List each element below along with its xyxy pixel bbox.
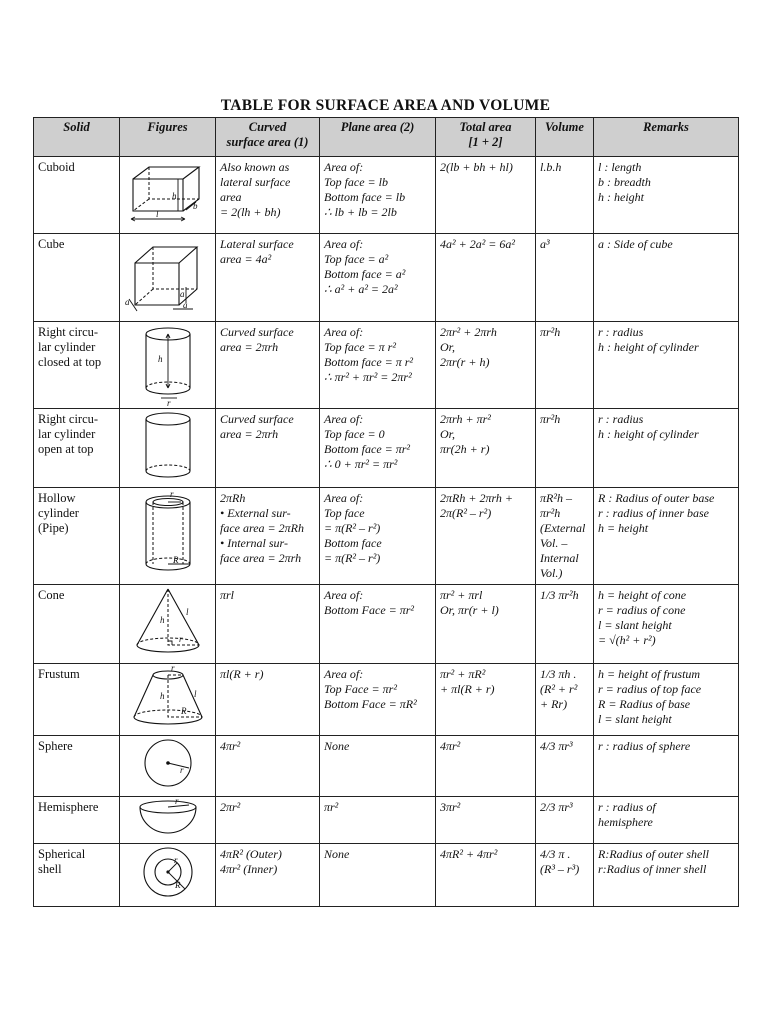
solid-line: Frustum	[38, 667, 80, 681]
solid-cell	[34, 409, 120, 488]
remarks-line: r = radius of top face	[598, 682, 702, 696]
plane-line: Area of:	[324, 237, 364, 251]
volume-line: Internal	[540, 551, 579, 565]
plane-line: Area of:	[324, 491, 364, 505]
figure-label: h	[157, 354, 162, 364]
header-row	[34, 118, 739, 157]
plane-cell	[320, 797, 436, 844]
remarks-line: r : radius of sphere	[598, 739, 691, 753]
remarks-cell	[594, 409, 739, 488]
solid-cell	[34, 736, 120, 797]
remarks-cell	[594, 844, 739, 907]
volume-line: 2/3 πr³	[540, 800, 573, 814]
volume-line: (R² + r²	[540, 682, 578, 696]
remarks-line: r : radius of	[598, 800, 656, 814]
plane-cell	[320, 736, 436, 797]
table-row	[34, 409, 739, 488]
solid-line: open at top	[38, 442, 94, 456]
plane-line: Top face	[324, 506, 365, 520]
header-curved-line2: surface area (1)	[226, 135, 309, 149]
curved-line: area = 2πrh	[220, 427, 279, 441]
total-line: πr(2h + r)	[440, 442, 490, 456]
curved-line: Curved surface	[220, 412, 294, 426]
solid-line: Cone	[38, 588, 65, 602]
remarks-cell	[594, 797, 739, 844]
remarks-line: l = slant height	[598, 618, 672, 632]
total-line: Or, πr(r + l)	[440, 603, 499, 617]
table-row	[34, 797, 739, 844]
plane-line: Bottom face	[324, 536, 382, 550]
curved-line: lateral surface	[220, 175, 291, 189]
remarks-line: R : Radius of outer base	[598, 491, 715, 505]
sphere-figure	[123, 736, 213, 796]
remarks-line: r : radius	[598, 325, 644, 339]
remarks-line: r:Radius of inner shell	[598, 862, 707, 876]
total-line: 2πRh + 2πrh +	[440, 491, 514, 505]
solid-line: Spherical	[38, 847, 86, 861]
remarks-line: h = height	[598, 521, 649, 535]
solid-cell	[34, 797, 120, 844]
table-row	[34, 844, 739, 907]
table-row	[34, 585, 739, 664]
header-remarks: Remarks	[594, 118, 739, 157]
volume-line: + Rr)	[540, 697, 568, 711]
solid-line: Cuboid	[38, 160, 75, 174]
surface-area-volume-sheet	[33, 95, 738, 907]
total-line: 2π(R² – r²)	[440, 506, 492, 520]
figure-label: r	[169, 492, 174, 499]
header-total-line1: Total area	[459, 120, 512, 134]
figure-label: l	[155, 209, 159, 219]
plane-cell	[320, 322, 436, 409]
total-line: πr² + πrl	[440, 588, 483, 602]
remarks-line: l : length	[598, 160, 642, 174]
solid-line: Hollow	[38, 491, 76, 505]
figure-label: r	[171, 664, 175, 673]
total-cell	[436, 157, 536, 234]
figure-cell	[120, 664, 216, 736]
header-plane: Plane area (2)	[320, 118, 436, 157]
remarks-line: r = radius of cone	[598, 603, 686, 617]
table-row	[34, 157, 739, 234]
total-line: 2πrh + πr²	[440, 412, 491, 426]
volume-line: (R³ – r³)	[540, 862, 580, 876]
table-row	[34, 234, 739, 322]
figure-label: r	[166, 398, 171, 408]
plane-line: Bottom face = lb	[324, 190, 406, 204]
curved-cell	[216, 585, 320, 664]
figure-label: r	[178, 634, 183, 644]
curved-line: = 2(lh + bh)	[220, 205, 281, 219]
volume-cell	[536, 736, 594, 797]
plane-line: None	[324, 847, 350, 861]
figure-label: r	[179, 765, 184, 775]
curved-line: 2πr²	[220, 800, 241, 814]
plane-line: Area of:	[324, 412, 364, 426]
total-line: 2πr(r + h)	[440, 355, 490, 369]
cube-figure	[123, 237, 213, 319]
closed-cylinder-figure	[123, 322, 213, 408]
table-title: TABLE FOR SURFACE AREA AND VOLUME	[220, 97, 551, 114]
header-figures: Figures	[120, 118, 216, 157]
curved-cell	[216, 409, 320, 488]
curved-line: area = 4a²	[220, 252, 272, 266]
figure-cell	[120, 736, 216, 797]
remarks-line: h : height of cylinder	[598, 427, 699, 441]
curved-cell	[216, 797, 320, 844]
volume-cell	[536, 322, 594, 409]
volume-line: Vol.)	[540, 566, 563, 580]
figure-cell	[120, 797, 216, 844]
volume-cell	[536, 234, 594, 322]
curved-line: 4πR² (Outer)	[220, 847, 282, 861]
total-cell	[436, 585, 536, 664]
figure-label: R	[174, 880, 180, 890]
plane-line: Top Face = πr²	[324, 682, 397, 696]
table-row	[34, 488, 739, 585]
remarks-line: l = slant height	[598, 712, 672, 726]
figure-label: a	[179, 288, 184, 299]
figure-label: h	[171, 191, 176, 201]
volume-line: 4/3 π .	[540, 847, 571, 861]
total-cell	[436, 234, 536, 322]
remarks-line: r : radius	[598, 412, 644, 426]
table-body	[34, 157, 739, 907]
plane-cell	[320, 844, 436, 907]
solid-line: Right circu-	[38, 412, 99, 426]
open-cylinder-figure	[123, 409, 213, 487]
volume-line: πR²h –	[540, 491, 572, 505]
header-total	[436, 118, 536, 157]
header-curved	[216, 118, 320, 157]
cone-figure	[123, 585, 213, 663]
solid-line: Right circu-	[38, 325, 99, 339]
remarks-line: R:Radius of outer shell	[598, 847, 709, 861]
curved-cell	[216, 664, 320, 736]
solid-cell	[34, 157, 120, 234]
volume-line: 4/3 πr³	[540, 739, 573, 753]
figure-label: l	[194, 688, 197, 699]
remarks-line: r : radius of inner base	[598, 506, 709, 520]
volume-line: l.b.h	[540, 160, 562, 174]
volume-line: πr²h	[540, 412, 561, 426]
plane-cell	[320, 488, 436, 585]
header-curved-line1: Curved	[248, 120, 287, 134]
remarks-cell	[594, 664, 739, 736]
curved-line: Curved surface	[220, 325, 294, 339]
figure-cell	[120, 488, 216, 585]
volume-line: πr²h	[540, 506, 561, 520]
remarks-cell	[594, 585, 739, 664]
curved-cell	[216, 736, 320, 797]
figure-label: R	[181, 705, 187, 716]
volume-line: πr²h	[540, 325, 561, 339]
frustum-figure	[120, 665, 216, 735]
solid-cell	[34, 585, 120, 664]
curved-line: area	[220, 190, 242, 204]
figure-label: b	[192, 201, 197, 211]
solid-cell	[34, 844, 120, 907]
figure-label: h	[160, 690, 165, 701]
remarks-line: h = height of frustum	[598, 667, 701, 681]
figure-cell	[120, 585, 216, 664]
volume-line: 1/3 πh .	[540, 667, 577, 681]
volume-cell	[536, 409, 594, 488]
curved-line: • Internal sur-	[220, 536, 288, 550]
total-cell	[436, 409, 536, 488]
remarks-line: = √(h² + r²)	[598, 633, 656, 647]
plane-line: Area of:	[324, 667, 364, 681]
solid-line: closed at top	[38, 355, 102, 369]
plane-line: = π(R² – r²)	[324, 551, 381, 565]
curved-line: face area = 2πrh	[220, 551, 302, 565]
remarks-cell	[594, 322, 739, 409]
figure-label: a	[124, 296, 129, 307]
volume-cell	[536, 585, 594, 664]
curved-line: 2πRh	[220, 491, 246, 505]
volume-cell	[536, 157, 594, 234]
remarks-cell	[594, 157, 739, 234]
total-line: + πl(R + r)	[440, 682, 495, 696]
plane-line: Bottom Face = πr²	[324, 603, 415, 617]
curved-line: 4πr² (Inner)	[220, 862, 278, 876]
plane-line: ∴ πr² + πr² = 2πr²	[324, 370, 412, 384]
solid-line: Sphere	[38, 739, 73, 753]
table-row	[34, 322, 739, 409]
volume-line: 1/3 πr²h	[540, 588, 579, 602]
total-line: 4a² + 2a² = 6a²	[440, 237, 515, 251]
plane-line: ∴ a² + a² = 2a²	[324, 282, 398, 296]
plane-cell	[320, 157, 436, 234]
remarks-line: b : breadth	[598, 175, 651, 189]
curved-line: area = 2πrh	[220, 340, 279, 354]
plane-line: Area of:	[324, 588, 364, 602]
figure-label: R	[172, 555, 178, 565]
cuboid-figure	[123, 161, 213, 229]
table-row	[34, 664, 739, 736]
plane-line: Top face = 0	[324, 427, 385, 441]
curved-line: face area = 2πRh	[220, 521, 304, 535]
curved-line: Also known as	[220, 160, 290, 174]
plane-line: Area of:	[324, 325, 364, 339]
solid-line: shell	[38, 862, 62, 876]
header-total-line2: [1 + 2]	[468, 135, 503, 149]
figure-cell	[120, 322, 216, 409]
remarks-line: h : height	[598, 190, 644, 204]
remarks-line: h = height of cone	[598, 588, 687, 602]
plane-line: None	[324, 739, 350, 753]
curved-cell	[216, 844, 320, 907]
total-cell	[436, 797, 536, 844]
plane-line: Bottom Face = πR²	[324, 697, 417, 711]
remarks-line: hemisphere	[598, 815, 653, 829]
total-line: Or,	[440, 427, 456, 441]
remarks-line: h : height of cylinder	[598, 340, 699, 354]
plane-line: = π(R² – r²)	[324, 521, 381, 535]
spherical-shell-figure	[123, 844, 213, 906]
total-line: 4πR² + 4πr²	[440, 847, 498, 861]
remarks-cell	[594, 488, 739, 585]
volume-cell	[536, 664, 594, 736]
curved-line: • External sur-	[220, 506, 291, 520]
header-volume: Volume	[536, 118, 594, 157]
plane-line: Area of:	[324, 160, 364, 174]
plane-cell	[320, 409, 436, 488]
volume-line: Vol. –	[540, 536, 568, 550]
total-line: 3πr²	[440, 800, 461, 814]
plane-line: ∴ 0 + πr² = πr²	[324, 457, 398, 471]
figure-label: a	[182, 299, 187, 310]
plane-cell	[320, 664, 436, 736]
table-row	[34, 736, 739, 797]
solid-line: (Pipe)	[38, 521, 69, 535]
figure-cell	[120, 157, 216, 234]
plane-cell	[320, 585, 436, 664]
total-cell	[436, 322, 536, 409]
total-cell	[436, 736, 536, 797]
volume-cell	[536, 488, 594, 585]
total-cell	[436, 488, 536, 585]
plane-cell	[320, 234, 436, 322]
solid-cell	[34, 488, 120, 585]
figure-label: l	[185, 607, 189, 617]
plane-line: πr²	[324, 800, 339, 814]
figure-label: r	[173, 855, 178, 865]
curved-line: πrl	[220, 588, 235, 602]
plane-line: Top face = a²	[324, 252, 389, 266]
total-line: πr² + πR²	[440, 667, 486, 681]
curved-cell	[216, 488, 320, 585]
curved-line: 4πr²	[220, 739, 241, 753]
remarks-cell	[594, 234, 739, 322]
curved-line: πl(R + r)	[220, 667, 264, 681]
solid-line: Hemisphere	[38, 800, 99, 814]
figure-label: r	[174, 797, 179, 806]
total-line: 2(lb + bh + hl)	[440, 160, 513, 174]
volume-line: (External	[540, 521, 586, 535]
plane-line: Bottom face = π r²	[324, 355, 414, 369]
surface-volume-table	[33, 117, 739, 907]
total-line: Or,	[440, 340, 456, 354]
total-line: 4πr²	[440, 739, 461, 753]
figure-cell	[120, 234, 216, 322]
remarks-cell	[594, 736, 739, 797]
pipe-figure	[123, 492, 213, 580]
solid-cell	[34, 664, 120, 736]
plane-line: Bottom face = a²	[324, 267, 406, 281]
volume-cell	[536, 797, 594, 844]
plane-line: ∴ lb + lb = 2lb	[324, 205, 397, 219]
solid-line: Cube	[38, 237, 65, 251]
plane-line: Top face = lb	[324, 175, 388, 189]
total-line: 2πr² + 2πrh	[440, 325, 497, 339]
volume-line: a³	[540, 237, 550, 251]
curved-cell	[216, 322, 320, 409]
figure-label: h	[159, 615, 164, 625]
hemisphere-figure	[123, 797, 213, 843]
solid-cell	[34, 322, 120, 409]
solid-line: lar cylinder	[38, 427, 96, 441]
curved-cell	[216, 234, 320, 322]
plane-line: Bottom face = πr²	[324, 442, 411, 456]
plane-line: Top face = π r²	[324, 340, 396, 354]
volume-cell	[536, 844, 594, 907]
total-cell	[436, 844, 536, 907]
curved-line: Lateral surface	[220, 237, 294, 251]
figure-cell	[120, 844, 216, 907]
curved-cell	[216, 157, 320, 234]
solid-cell	[34, 234, 120, 322]
header-solid: Solid	[34, 118, 120, 157]
solid-line: cylinder	[38, 506, 79, 520]
figure-cell	[120, 409, 216, 488]
remarks-line: a : Side of cube	[598, 237, 673, 251]
remarks-line: R = Radius of base	[598, 697, 691, 711]
solid-line: lar cylinder	[38, 340, 96, 354]
total-cell	[436, 664, 536, 736]
